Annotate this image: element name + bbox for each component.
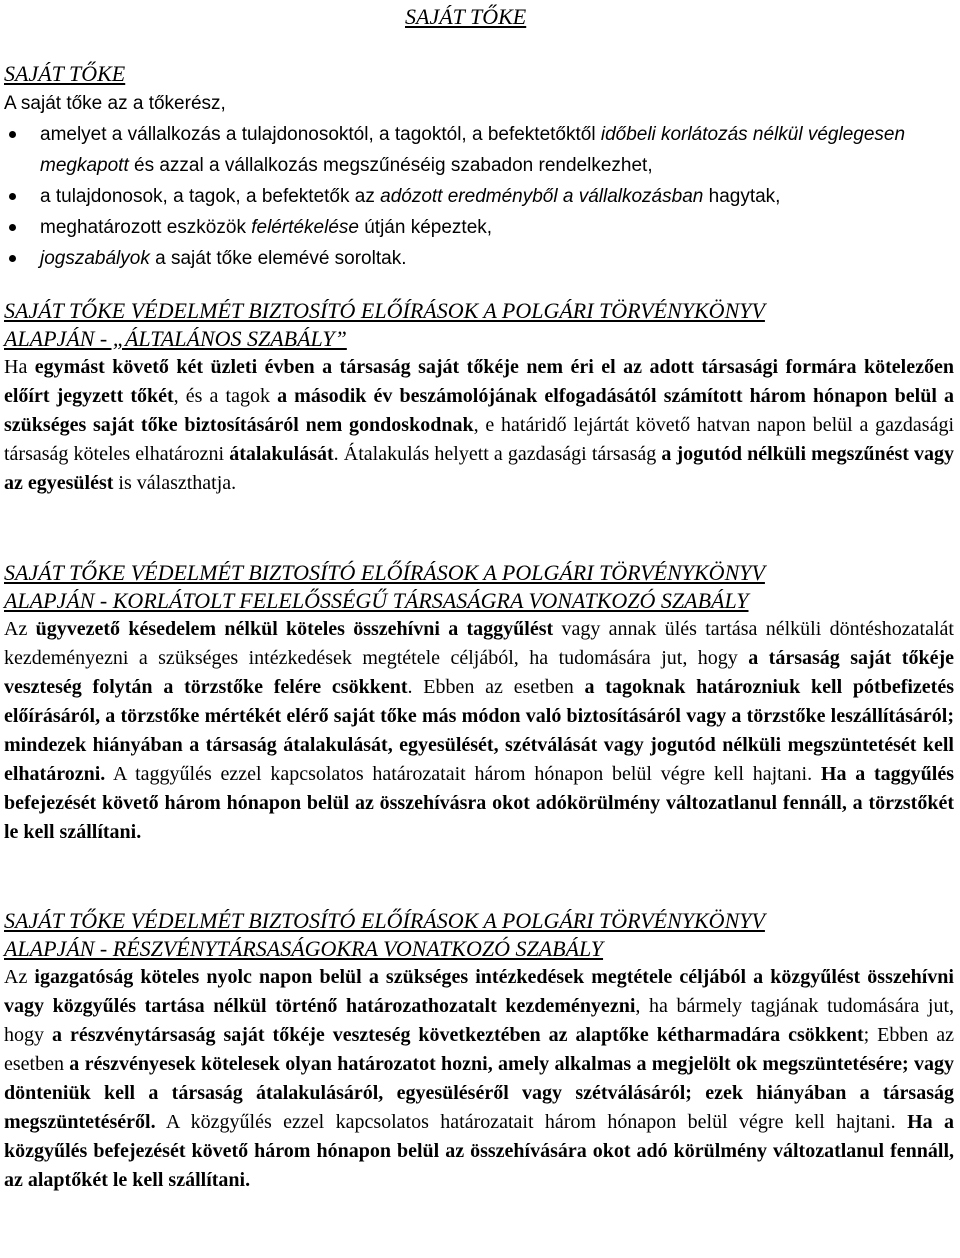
list-item: jogszabályok a saját tőke elemévé soroltak. — [40, 243, 954, 274]
page-title: SAJÁT TŐKE — [405, 4, 527, 29]
list-item: meghatározott eszközök felértékelése útján képeztek, — [40, 212, 954, 243]
intro-text: A saját tőke az a tőkerész, — [4, 93, 226, 114]
list-item: amelyet a vállalkozás a tulajdonosoktól, a tagoktól, a befektetőktől időbeli korlátozás nélkül véglegesen megkapott és azzal a vállalkozás megszűnéséig szabadon rendelkezhet, — [40, 119, 954, 181]
section-heading: SAJÁT TŐKE VÉDELMÉT BIZTOSÍTÓ ELŐÍRÁSOK A POLGÁRI TÖRVÉNYKÖNYV ALAPJÁN - KORLÁTOLT FELELŐSSÉGŰ TÁRSASÁGRA VONATKOZÓ SZABÁLY — [4, 560, 765, 613]
section-rt-szabaly — [4, 907, 954, 1195]
section-heading: SAJÁT TŐKE VÉDELMÉT BIZTOSÍTÓ ELŐÍRÁSOK A POLGÁRI TÖRVÉNYKÖNYV ALAPJÁN - „ÁLTALÁNOS SZABÁLY” — [4, 298, 765, 351]
section-sajat-toke — [4, 60, 954, 274]
section-body — [4, 88, 954, 274]
section-heading: SAJÁT TŐKE VÉDELMÉT BIZTOSÍTÓ ELŐÍRÁSOK A POLGÁRI TÖRVÉNYKÖNYV ALAPJÁN - RÉSZVÉNYTÁRSASÁGOKRA VONATKOZÓ SZABÁLY — [4, 908, 765, 961]
bullet-list — [4, 119, 954, 274]
section-paragraph: Ha egymást követő két üzleti évben a társaság saját tőkéje nem éri el az adott társasági formára kötelezően előírt jegyzett tőkét, és a tagok a második év beszámolójának elfogadásától számított három hónapon belül a szükséges saját tőke biztosításáról nem gondoskodnak, e határidő lejártát követő hatvan napon belül a gazdasági társaság köteles elhatározni átalakulását. Átalakulás helyett a gazdasági társaság a jogutód nélküli megszűnést vagy az egyesülést is választhatja. — [4, 356, 955, 494]
list-item: a tulajdonosok, a tagok, a befektetők az adózott eredményből a vállalkozásban hagytak, — [40, 181, 954, 212]
section-altalanos-szabaly — [4, 297, 954, 498]
section-paragraph: Az ügyvezető késedelem nélkül köteles összehívni a taggyűlést vagy annak ülés tartása nélküli döntéshozatalát kezdeményezni a szükséges intézkedések megtétele céljából, ha tudomására jut, hogy a társaság saját tőkéje veszteség folytán a törzstőke felére csökkent. Ebben az esetben a tagoknak határozniuk kell pótbefizetés előírásáról, a törzstőke mértékét elérő saját tőke más módon való biztosításáról vagy a törzstőke leszállításáról; mindezek hiányában a társaság átalakulását, egyesülését, szétválását vagy jogutód nélküli megszüntetését kell elhatározni. A taggyűlés ezzel kapcsolatos határozatait három hónapon belül végre kell hajtani. Ha a taggyűlés befejezését követő három hónapon belül az összehívásra okot adókörülmény változatlanul fennáll, a törzstőkét le kell szállítani. — [4, 618, 954, 843]
section-kft-szabaly — [4, 559, 954, 847]
section-paragraph: Az igazgatóság köteles nyolc napon belül a szükséges intézkedések megtétele céljából a közgyűlést összehívni vagy közgyűlés tartása nélkül történő határozathozatalt kezdeményezni, ha bármely tagjának tudomására jut, hogy a részvénytársaság saját tőkéje veszteség következtében az alaptőke kétharmadára csökkent; Ebben az esetben a részvényesek kötelesek olyan határozatot hozni, amely alkalmas a megjelölt ok megszüntetésére; vagy dönteniük kell a társaság átalakulásáról, egyesüléséről vagy szétválásáról; ezek hiányában a társaság megszüntetéséről. A közgyűlés ezzel kapcsolatos határozatait három hónapon belül végre kell hajtani. Ha a közgyűlés befejezését követő három hónapon belül az összehívására okot adó körülmény változatlanul fennáll, az alaptőkét le kell szállítani. — [4, 966, 955, 1191]
section-heading: SAJÁT TŐKE — [4, 61, 126, 86]
